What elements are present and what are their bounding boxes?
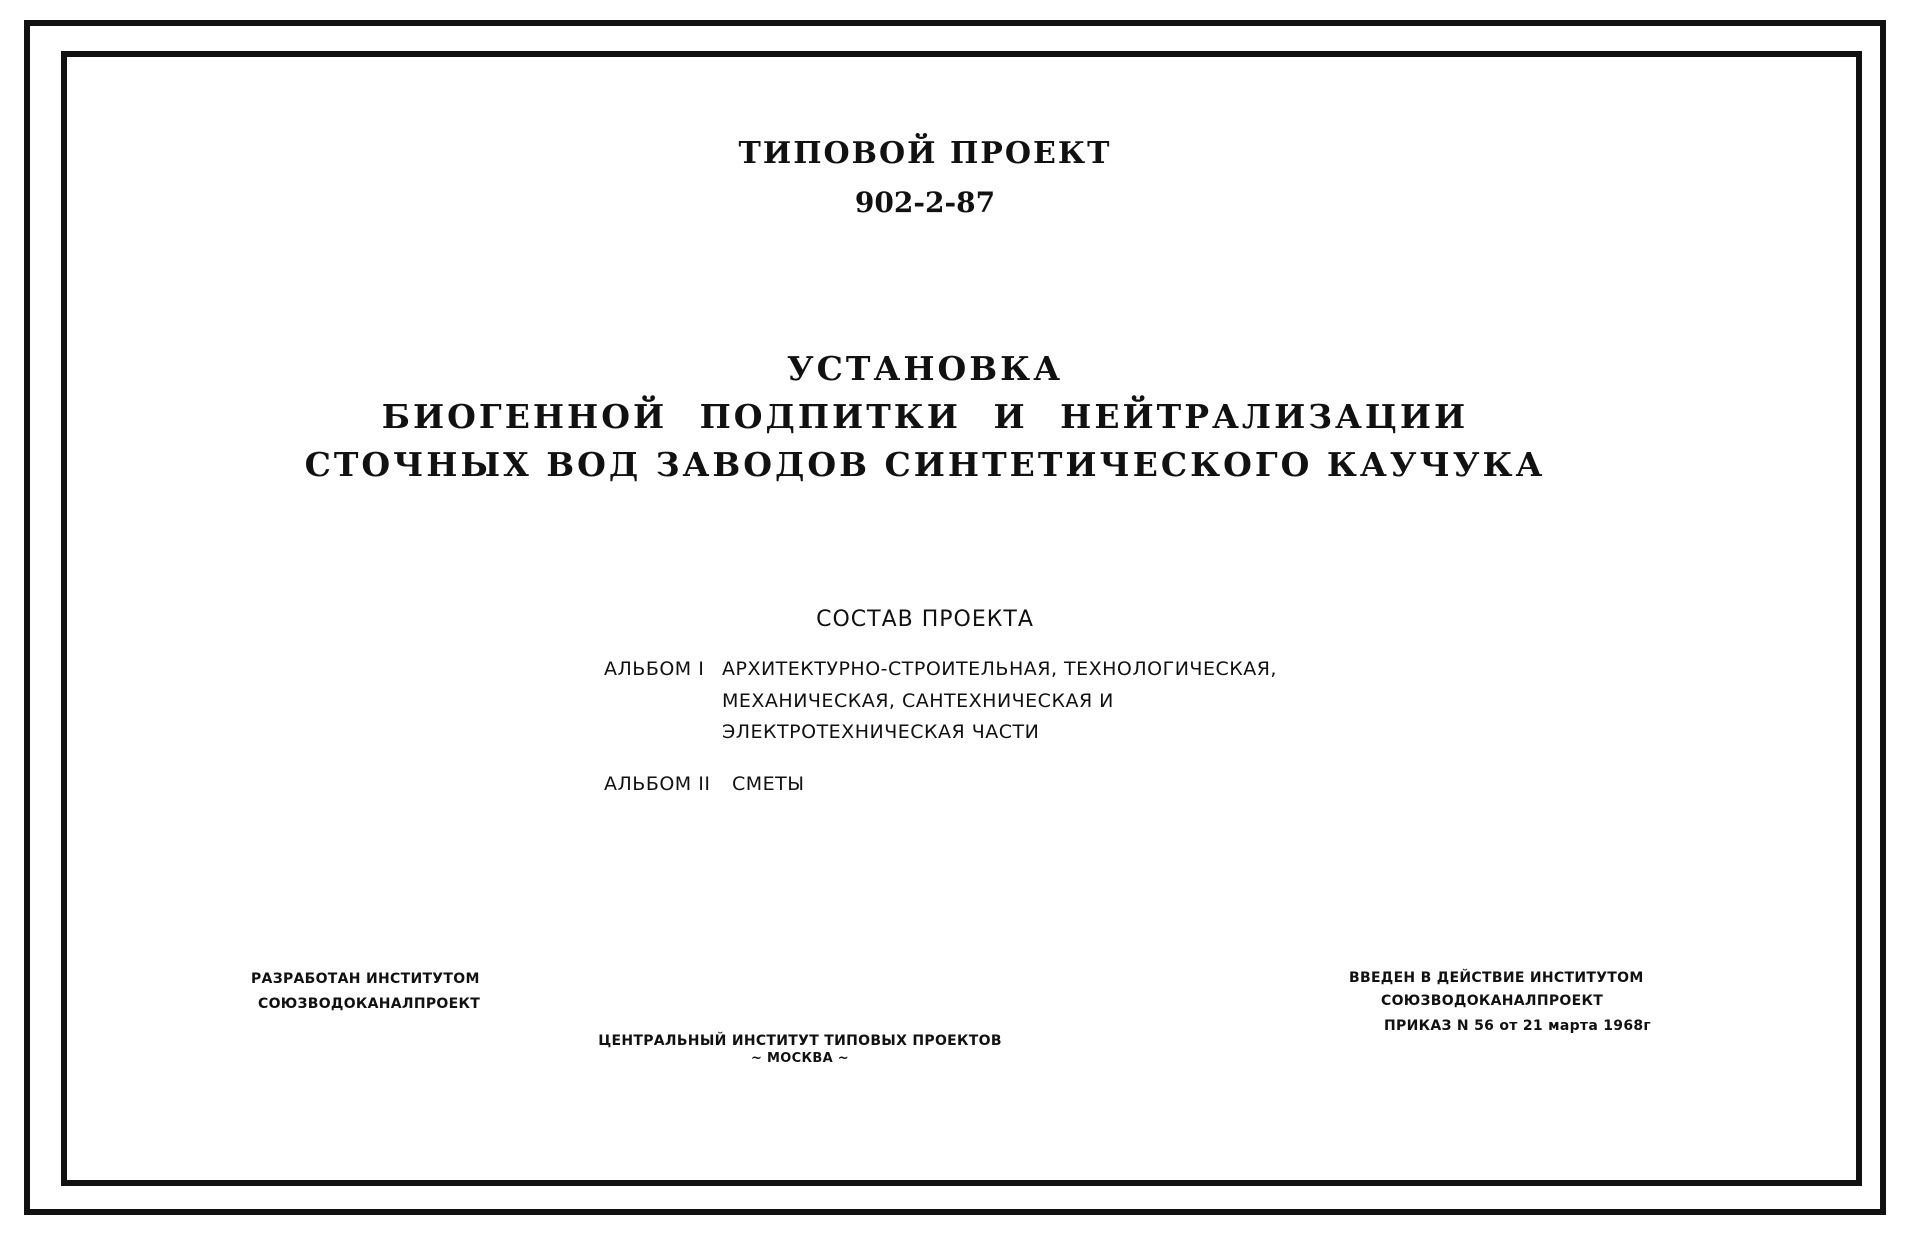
city: ~ МОСКВА ~ xyxy=(751,1051,849,1066)
project-type-label: ТИПОВОЙ ПРОЕКТ xyxy=(738,136,1112,171)
album-1-line-3: ЭЛЕКТРОТЕХНИЧЕСКАЯ ЧАСТИ xyxy=(722,721,1040,743)
project-number: 902-2-87 xyxy=(854,186,996,219)
album-2-text: СМЕТЫ xyxy=(732,773,805,795)
developed-by-label: РАЗРАБОТАН ИНСТИТУТОМ xyxy=(251,971,480,987)
introduced-by-org: СОЮЗВОДОКАНАЛПРОЕКТ xyxy=(1381,993,1604,1009)
album-1-line-2: МЕХАНИЧЕСКАЯ, САНТЕХНИЧЕСКАЯ И xyxy=(722,690,1114,712)
developed-by-org: СОЮЗВОДОКАНАЛПРОЕКТ xyxy=(258,996,481,1012)
title-line-2: БИОГЕННОЙ ПОДПИТКИ И НЕЙТРАЛИЗАЦИИ xyxy=(381,397,1469,436)
central-institute: ЦЕНТРАЛЬНЫЙ ИНСТИТУТ ТИПОВЫХ ПРОЕКТОВ xyxy=(598,1033,1002,1049)
title-line-1: УСТАНОВКА xyxy=(786,349,1064,388)
order-number: ПРИКАЗ N 56 от 21 марта 1968г xyxy=(1384,1018,1652,1034)
album-1-line-1: АРХИТЕКТУРНО-СТРОИТЕЛЬНАЯ, ТЕХНОЛОГИЧЕСКАЯ, xyxy=(722,658,1277,680)
title-line-3: СТОЧНЫХ ВОД ЗАВОДОВ СИНТЕТИЧЕСКОГО КАУЧУКА xyxy=(304,445,1546,484)
album-2-label: АЛЬБОМ II xyxy=(604,773,711,795)
album-1-label: АЛЬБОМ I xyxy=(604,658,705,680)
introduced-by-label: ВВЕДЕН В ДЕЙСТВИЕ ИНСТИТУТОМ xyxy=(1349,970,1644,986)
composition-heading: СОСТАВ ПРОЕКТА xyxy=(816,607,1034,632)
